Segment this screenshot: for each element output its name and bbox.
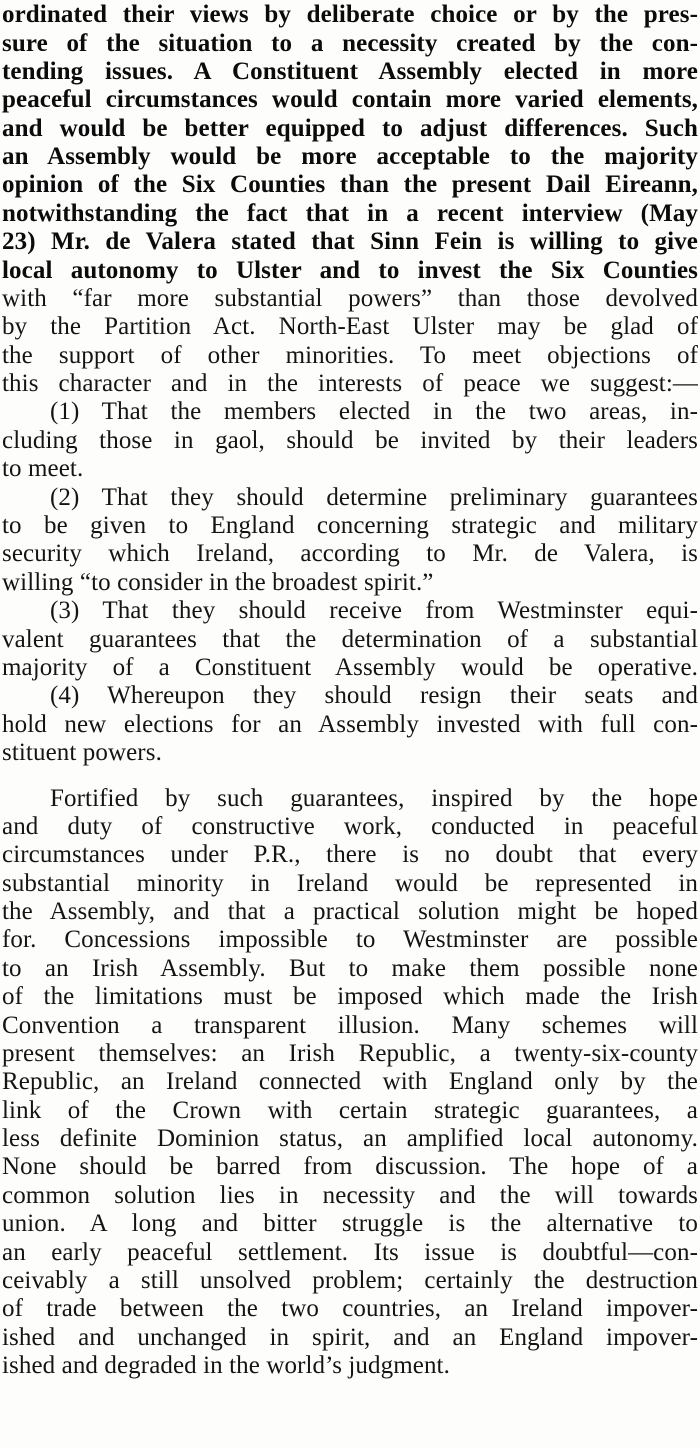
text-line-17: to meet.: [2, 456, 84, 482]
text-line-48: ished and degraded in the world’s judgment.: [2, 1353, 450, 1379]
text-line-45: ceivably a still unsolved problem; certainly the destruction: [2, 1268, 698, 1294]
text-line-15: (1) That the members elected in the two areas, in-: [50, 399, 698, 425]
text-line-23: valent guarantees that the determination of a substantial: [2, 627, 698, 653]
text-line-13: the support of other minorities. To meet objections of: [2, 343, 698, 369]
text-line-47: ished and unchanged in spirit, and an England impover-: [2, 1325, 698, 1351]
text-line-38: Republic, an Ireland connected with England only by the: [2, 1069, 698, 1095]
text-line-12: by the Partition Act. North-East Ulster may be glad of: [2, 314, 698, 340]
text-line-18: (2) That they should determine preliminary guarantees: [50, 485, 698, 511]
text-line-25: (4) Whereupon they should resign their seats and: [50, 683, 698, 709]
text-line-26: hold new elections for an Assembly invested with full con-: [2, 712, 698, 738]
text-line-37: present themselves: an Irish Republic, a twenty-six-county: [2, 1041, 698, 1067]
text-line-29: and duty of constructive work, conducted in peaceful: [2, 814, 698, 840]
text-line-36: Convention a transparent illusion. Many schemes will: [2, 1013, 698, 1039]
text-line-2: sure of the situation to a necessity created by the con-: [2, 31, 698, 57]
text-line-9: 23) Mr. de Valera stated that Sinn Fein is willing to give: [2, 229, 698, 255]
text-line-4: peaceful circumstances would contain more varied elements,: [2, 87, 698, 113]
text-line-21: willing “to consider in the broadest spirit.”: [2, 570, 434, 596]
text-line-27: stituent powers.: [2, 740, 162, 766]
text-line-10: local autonomy to Ulster and to invest the Six Counties: [2, 258, 698, 284]
text-line-24: majority of a Constituent Assembly would be operative.: [2, 655, 698, 681]
text-line-7: opinion of the Six Counties than the present Dail Eireann,: [2, 172, 698, 198]
text-line-31: substantial minority in Ireland would be represented in: [2, 871, 698, 897]
text-line-39: link of the Crown with certain strategic guarantees, a: [2, 1098, 698, 1124]
text-line-32: the Assembly, and that a practical solution might be hoped: [2, 899, 698, 925]
text-line-40: less definite Dominion status, an amplified local autonomy.: [2, 1126, 698, 1152]
text-line-46: of trade between the two countries, an Ireland impover-: [2, 1296, 698, 1322]
text-line-34: to an Irish Assembly. But to make them possible none: [2, 956, 698, 982]
text-line-20: security which Ireland, according to Mr. de Valera, is: [2, 541, 698, 567]
text-line-42: common solution lies in necessity and the will towards: [2, 1183, 698, 1209]
text-line-3: tending issues. A Constituent Assembly elected in more: [2, 59, 698, 85]
text-line-41: None should be barred from discussion. The hope of a: [2, 1154, 698, 1180]
text-line-33: for. Concessions impossible to Westminster are possible: [2, 927, 698, 953]
text-line-5: and would be better equipped to adjust differences. Such: [2, 116, 698, 142]
text-line-35: of the limitations must be imposed which made the Irish: [2, 984, 698, 1010]
text-line-22: (3) That they should receive from Westminster equi-: [50, 598, 698, 624]
text-line-30: circumstances under P.R., there is no doubt that every: [2, 842, 698, 868]
text-line-44: an early peaceful settlement. Its issue is doubtful—con-: [2, 1240, 698, 1266]
text-line-43: union. A long and bitter struggle is the alternative to: [2, 1211, 698, 1237]
text-line-14: this character and in the interests of peace we suggest:—: [2, 371, 698, 397]
text-line-8: notwithstanding the fact that in a recent interview (May: [2, 201, 698, 227]
text-line-16: cluding those in gaol, should be invited by their leaders: [2, 428, 698, 454]
text-line-11: with “far more substantial powers” than those devolved: [2, 286, 698, 312]
text-line-19: to be given to England concerning strategic and military: [2, 513, 698, 539]
text-line-28: Fortified by such guarantees, inspired by the hope: [50, 786, 698, 812]
text-line-6: an Assembly would be more acceptable to the majority: [2, 144, 698, 170]
text-line-1: ordinated their views by deliberate choice or by the pres-: [2, 2, 698, 28]
